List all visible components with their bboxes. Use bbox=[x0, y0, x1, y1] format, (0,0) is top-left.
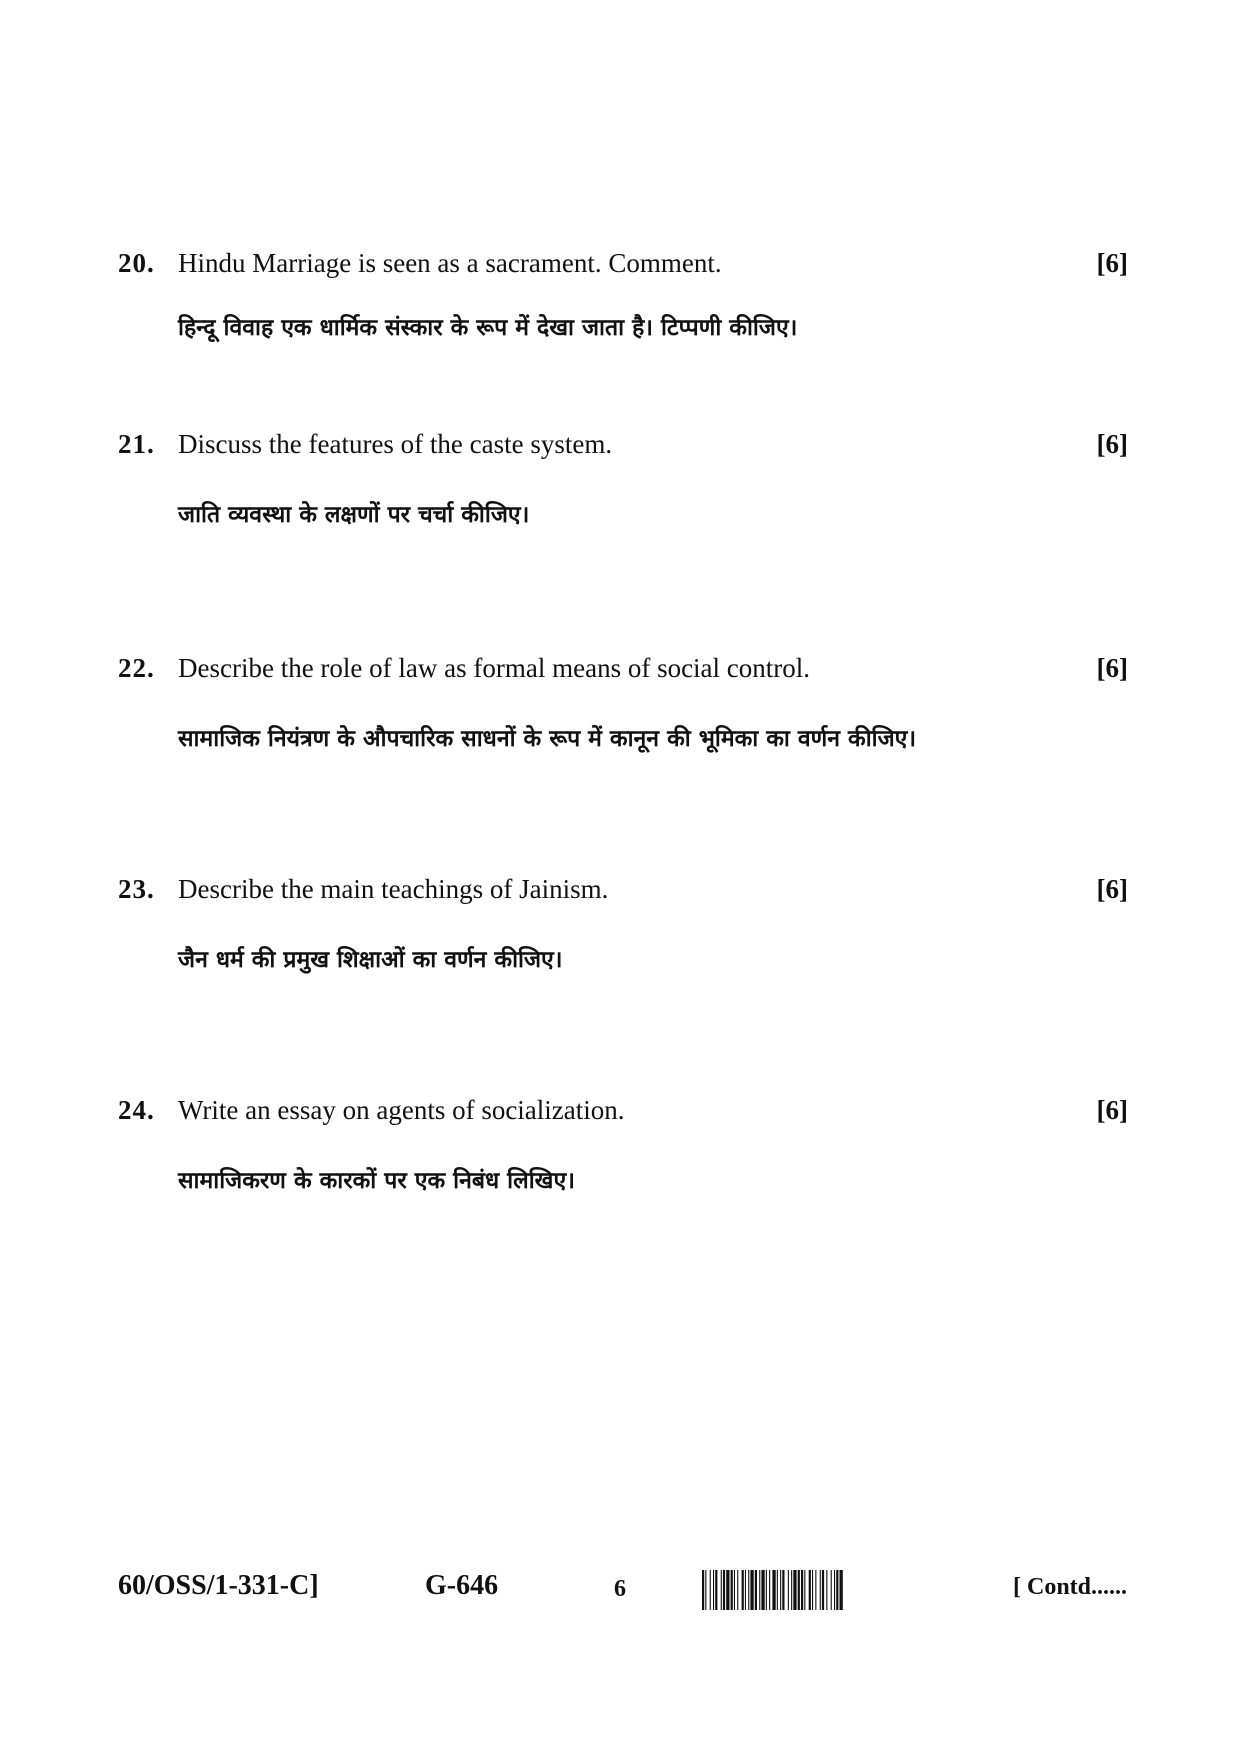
question-text-english: Write an essay on agents of socialization. bbox=[178, 1095, 625, 1125]
question-marks: [6] bbox=[1096, 653, 1128, 683]
question-text-hindi: सामाजिक नियंत्रण के औपचारिक साधनों के रूप में कानून की भूमिका का वर्णन कीजिए। bbox=[178, 726, 917, 752]
question-line bbox=[118, 874, 1128, 914]
question-number: 22. bbox=[118, 653, 155, 683]
question-marks: [6] bbox=[1096, 874, 1128, 904]
question-line bbox=[118, 653, 1128, 693]
question-text-hindi: सामाजिकरण के कारकों पर एक निबंध लिखिए। bbox=[178, 1168, 575, 1194]
question-marks: [6] bbox=[1096, 1095, 1128, 1125]
question-text-english: Discuss the features of the caste system. bbox=[178, 429, 613, 459]
question-line bbox=[118, 248, 1128, 288]
page-footer bbox=[0, 1570, 1241, 1620]
question-line bbox=[118, 429, 1128, 469]
paper-code: 60/OSS/1-331-C] bbox=[118, 1570, 319, 1601]
question-24 bbox=[118, 1095, 1128, 1194]
question-text-hindi: जैन धर्म की प्रमुख शिक्षाओं का वर्णन कीजिए। bbox=[178, 947, 563, 973]
question-marks: [6] bbox=[1096, 248, 1128, 278]
barcode-icon bbox=[702, 1570, 970, 1610]
question-line bbox=[118, 1095, 1128, 1135]
question-number: 24. bbox=[118, 1095, 155, 1125]
continued-label: [ Contd...... bbox=[1013, 1574, 1128, 1600]
question-22 bbox=[118, 653, 1128, 752]
question-text-english: Describe the main teachings of Jainism. bbox=[178, 874, 609, 904]
question-number: 21. bbox=[118, 429, 155, 459]
question-number: 20. bbox=[118, 248, 155, 278]
question-20 bbox=[118, 248, 1128, 341]
question-23 bbox=[118, 874, 1128, 973]
question-21 bbox=[118, 429, 1128, 528]
question-text-english: Describe the role of law as formal means of social control. bbox=[178, 653, 811, 683]
series-code: G-646 bbox=[425, 1570, 499, 1601]
question-number: 23. bbox=[118, 874, 155, 904]
question-marks: [6] bbox=[1096, 429, 1128, 459]
question-text-hindi: जाति व्यवस्था के लक्षणों पर चर्चा कीजिए। bbox=[178, 502, 530, 528]
page-number: 6 bbox=[614, 1576, 626, 1602]
question-text-hindi: हिन्दू विवाह एक धार्मिक संस्कार के रूप में देखा जाता है। टिप्पणी कीजिए। bbox=[178, 315, 798, 341]
question-text-english: Hindu Marriage is seen as a sacrament. Comment. bbox=[178, 248, 722, 278]
